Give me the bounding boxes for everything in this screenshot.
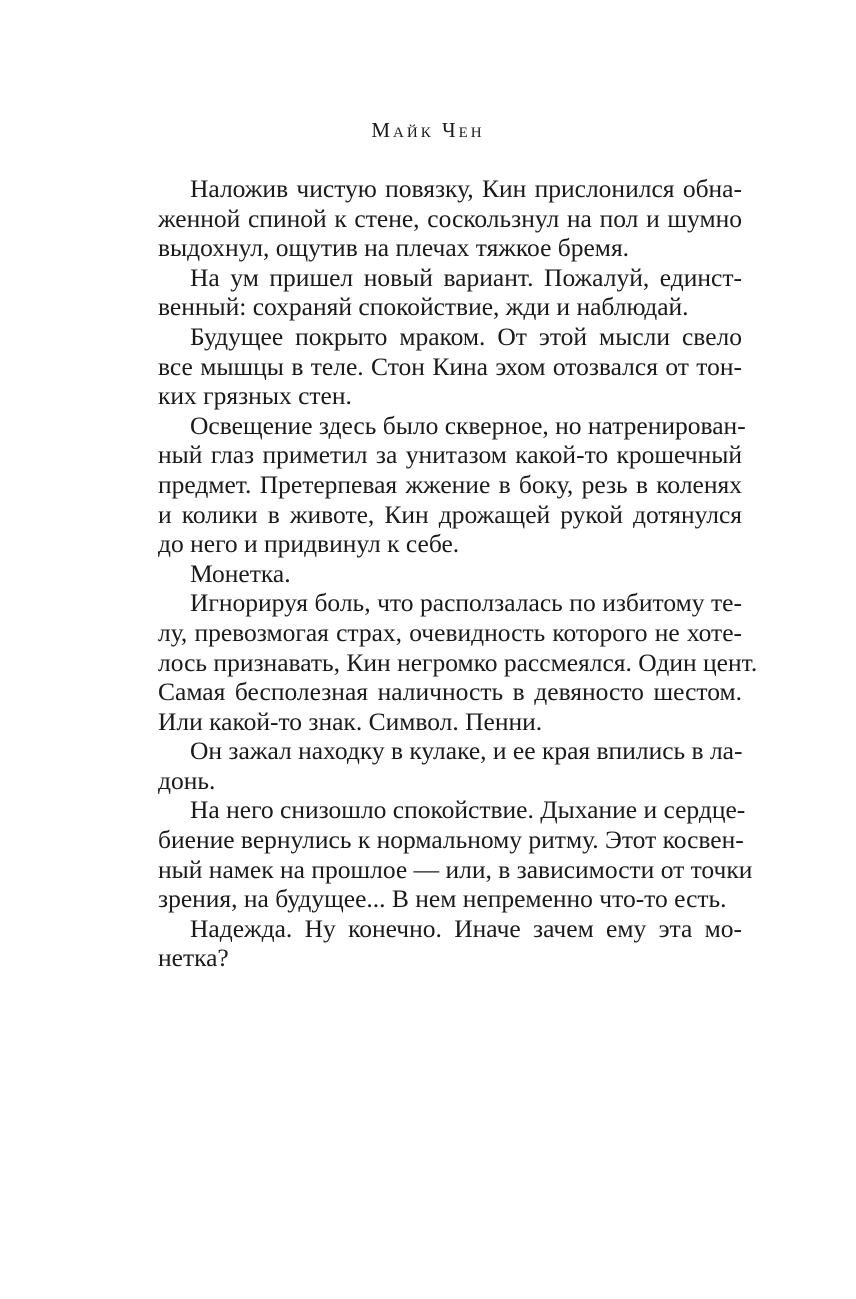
text-line: лось признавать, Кин негромко рассмеялся. Один цент.	[158, 647, 758, 677]
paragraph	[158, 588, 758, 736]
running-header-author: Майк Чен	[371, 118, 485, 142]
text-line: предмет. Претерпевая жжение в боку, резь в коленях	[158, 469, 742, 499]
text-line: нетка?	[158, 943, 229, 973]
paragraph	[158, 322, 742, 411]
text-line: Будущее покрыто мраком. От этой мысли свело	[190, 321, 742, 351]
paragraph	[158, 559, 742, 589]
body-text	[158, 174, 758, 973]
text-line: и колики в животе, Кин дрожащей рукой дотянулся	[158, 499, 742, 529]
text-line: ный глаз приметил за унитазом какой-то крошечный	[158, 440, 742, 470]
text-line: Освещение здесь было скверное, но натренирован-	[190, 410, 746, 440]
text-line: На ум пришел новый вариант. Пожалуй, единст-	[190, 262, 742, 292]
paragraph	[158, 795, 753, 914]
text-line: ких грязных стен.	[158, 381, 352, 411]
text-line: Или какой-то знак. Символ. Пенни.	[158, 706, 543, 736]
paragraph	[158, 410, 746, 559]
paragraph	[158, 263, 742, 322]
text-line: Самая бесполезная наличность в девяносто шестом.	[158, 677, 742, 707]
text-line: лу, превозмогая страх, очевидность которого не хоте-	[158, 617, 742, 647]
text-line: Наложив чистую повязку, Кин прислонился обна-	[190, 174, 742, 203]
text-line: выдохнул, ощутив на плечах тяжкое бремя.	[158, 233, 630, 263]
text-line: биение вернулись к нормальному ритму. Этот косвен-	[158, 825, 744, 855]
paragraph	[158, 914, 742, 973]
text-line: Игнорируя боль, что расползалась по избитому те-	[190, 588, 742, 618]
text-line: На него снизошло спокойствие. Дыхание и сердце-	[190, 795, 746, 825]
text-line: венный: сохраняй спокойствие, жди и наблюдай.	[158, 292, 689, 322]
text-line: ный намек на прошлое — или, в зависимости от точки	[158, 854, 753, 884]
text-line: донь.	[158, 765, 216, 795]
paragraph	[158, 736, 742, 795]
text-line: все мышцы в теле. Стон Кина эхом отозвался от тон-	[158, 351, 742, 381]
text-line: Монетка.	[190, 558, 291, 588]
text-line: до него и придвинул к себе.	[158, 529, 460, 559]
paragraph	[158, 174, 742, 263]
text-line: зрения, на будущее... В нем непременно что-то есть.	[158, 884, 727, 914]
text-line: Он зажал находку в кулаке, и ее края впились в ла-	[190, 736, 743, 766]
text-line: Надежда. Ну конечно. Иначе зачем ему эта мо-	[190, 913, 742, 943]
text-line: женной спиной к стене, соскользнул на пол и шумно	[158, 203, 742, 233]
